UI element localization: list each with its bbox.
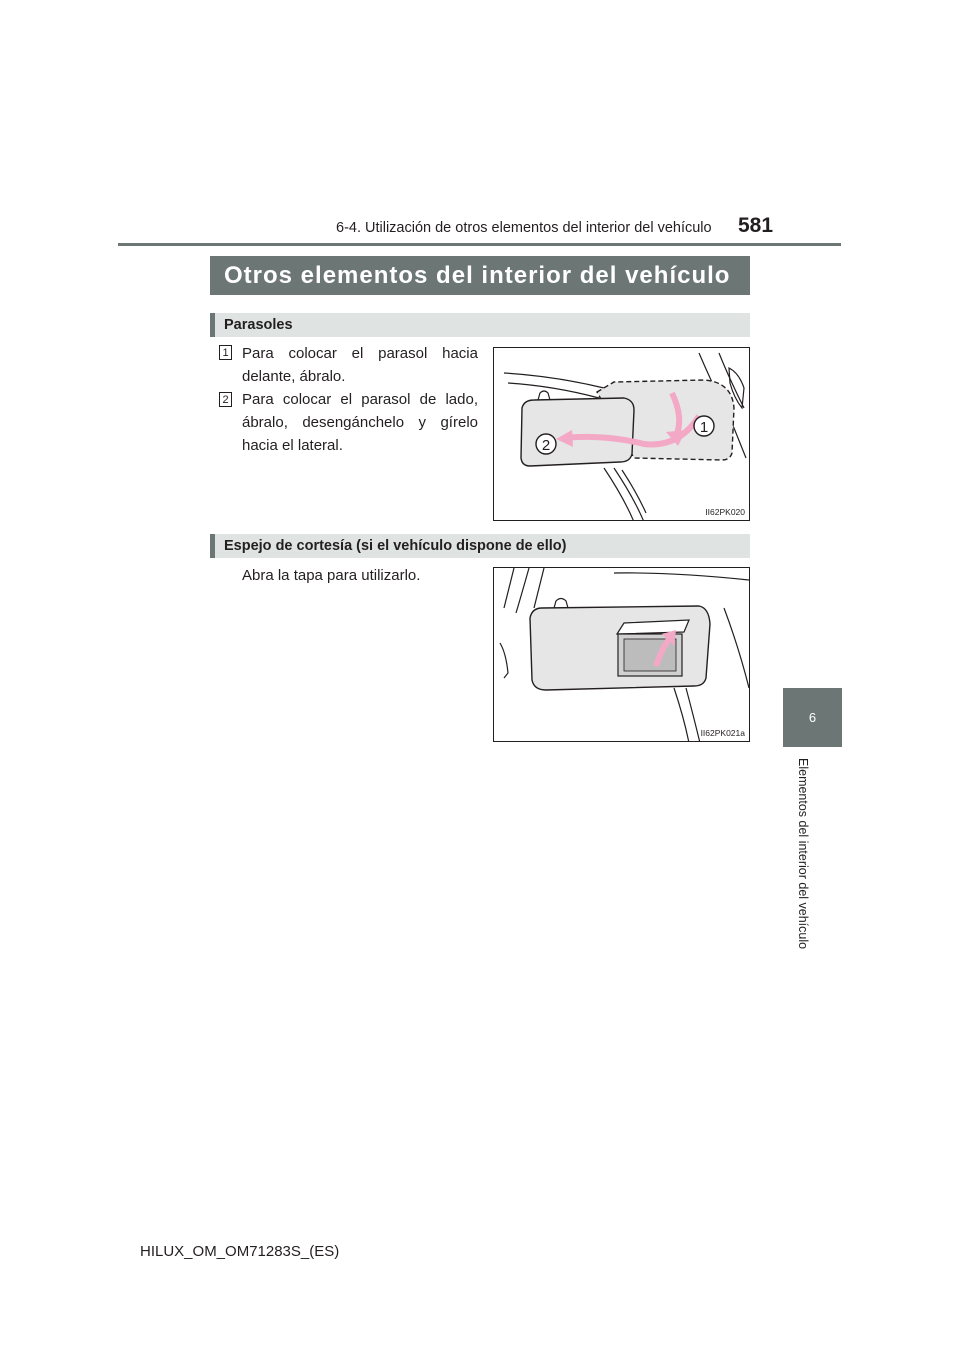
figure-code-1: II62PK020 xyxy=(705,507,745,517)
section-heading-espejo: Espejo de cortesía (si el vehículo dispone de ello) xyxy=(210,534,750,558)
page-number: 581 xyxy=(738,214,774,237)
chapter-tab: 6 xyxy=(783,688,842,747)
vanity-mirror-figure xyxy=(493,567,750,742)
header-rule xyxy=(118,243,841,246)
step-number-1: 1 xyxy=(219,345,232,360)
section-heading-parasoles: Parasoles xyxy=(210,313,750,337)
vanity-mirror-illustration xyxy=(494,568,750,742)
mirror-instruction: Abra la tapa para utilizarlo. xyxy=(242,567,421,584)
footer-doc-code: HILUX_OM_OM71283S_(ES) xyxy=(140,1243,340,1260)
figure-callout-2: 2 xyxy=(541,437,551,454)
step-text-1: Para colocar el parasol hacia delante, ábralo. xyxy=(242,345,478,385)
sun-visor-illustration xyxy=(494,348,750,521)
figure-code-2: II62PK021a xyxy=(700,728,745,738)
figure-callout-1: 1 xyxy=(699,419,709,436)
header-section-title: 6-4. Utilización de otros elementos del interior del vehículo xyxy=(336,220,712,236)
step-text-2: Para colocar el parasol de lado, ábralo, desengánchelo y gírelo hacia el lateral. xyxy=(242,391,478,454)
page-title: Otros elementos del interior del vehículo xyxy=(210,256,750,295)
step-number-2: 2 xyxy=(219,392,232,407)
chapter-side-label: Elementos del interior del vehículo xyxy=(796,758,810,950)
sun-visor-figure xyxy=(493,347,750,521)
